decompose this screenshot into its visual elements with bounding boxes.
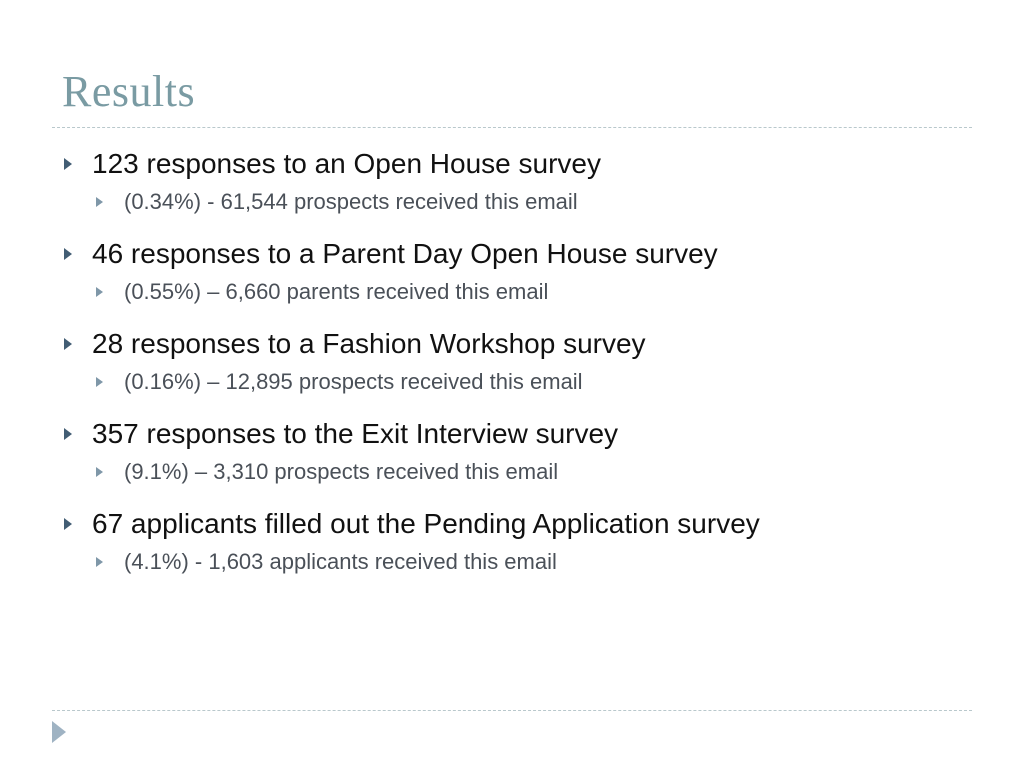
bullet-text: 46 responses to a Parent Day Open House survey	[92, 238, 718, 269]
sub-bullet-text: (0.55%) – 6,660 parents received this email	[124, 279, 549, 304]
sub-bullet-arrow-icon	[96, 287, 103, 297]
bullet-arrow-icon	[64, 518, 72, 530]
sub-bullet-item	[0, 545, 1024, 595]
sub-bullet-arrow-icon	[96, 557, 103, 567]
bullet-text: 28 responses to a Fashion Workshop survey	[92, 328, 646, 359]
bullet-item	[0, 415, 1024, 455]
sub-bullet-text: (4.1%) - 1,603 applicants received this email	[124, 549, 557, 574]
sub-bullet-arrow-icon	[96, 377, 103, 387]
sub-bullet-text: (0.16%) – 12,895 prospects received this email	[124, 369, 583, 394]
sub-bullet-item	[0, 365, 1024, 415]
bullet-item	[0, 145, 1024, 185]
bullet-item	[0, 325, 1024, 365]
bullet-text: 67 applicants filled out the Pending Application survey	[92, 508, 760, 539]
bullet-arrow-icon	[64, 248, 72, 260]
title-divider	[52, 127, 972, 128]
sub-bullet-item	[0, 185, 1024, 235]
next-slide-icon[interactable]	[52, 721, 66, 743]
bullet-item	[0, 235, 1024, 275]
bullet-item	[0, 505, 1024, 545]
footer-divider	[52, 710, 972, 711]
sub-bullet-text: (0.34%) - 61,544 prospects received this email	[124, 189, 578, 214]
bullet-list	[0, 145, 1024, 595]
bullet-arrow-icon	[64, 338, 72, 350]
sub-bullet-item	[0, 275, 1024, 325]
sub-bullet-arrow-icon	[96, 197, 103, 207]
bullet-arrow-icon	[64, 158, 72, 170]
sub-bullet-text: (9.1%) – 3,310 prospects received this email	[124, 459, 559, 484]
bullet-arrow-icon	[64, 428, 72, 440]
bullet-text: 123 responses to an Open House survey	[92, 148, 601, 179]
slide-title: Results	[62, 67, 196, 116]
bullet-text: 357 responses to the Exit Interview survey	[92, 418, 619, 449]
sub-bullet-item	[0, 455, 1024, 505]
sub-bullet-arrow-icon	[96, 467, 103, 477]
